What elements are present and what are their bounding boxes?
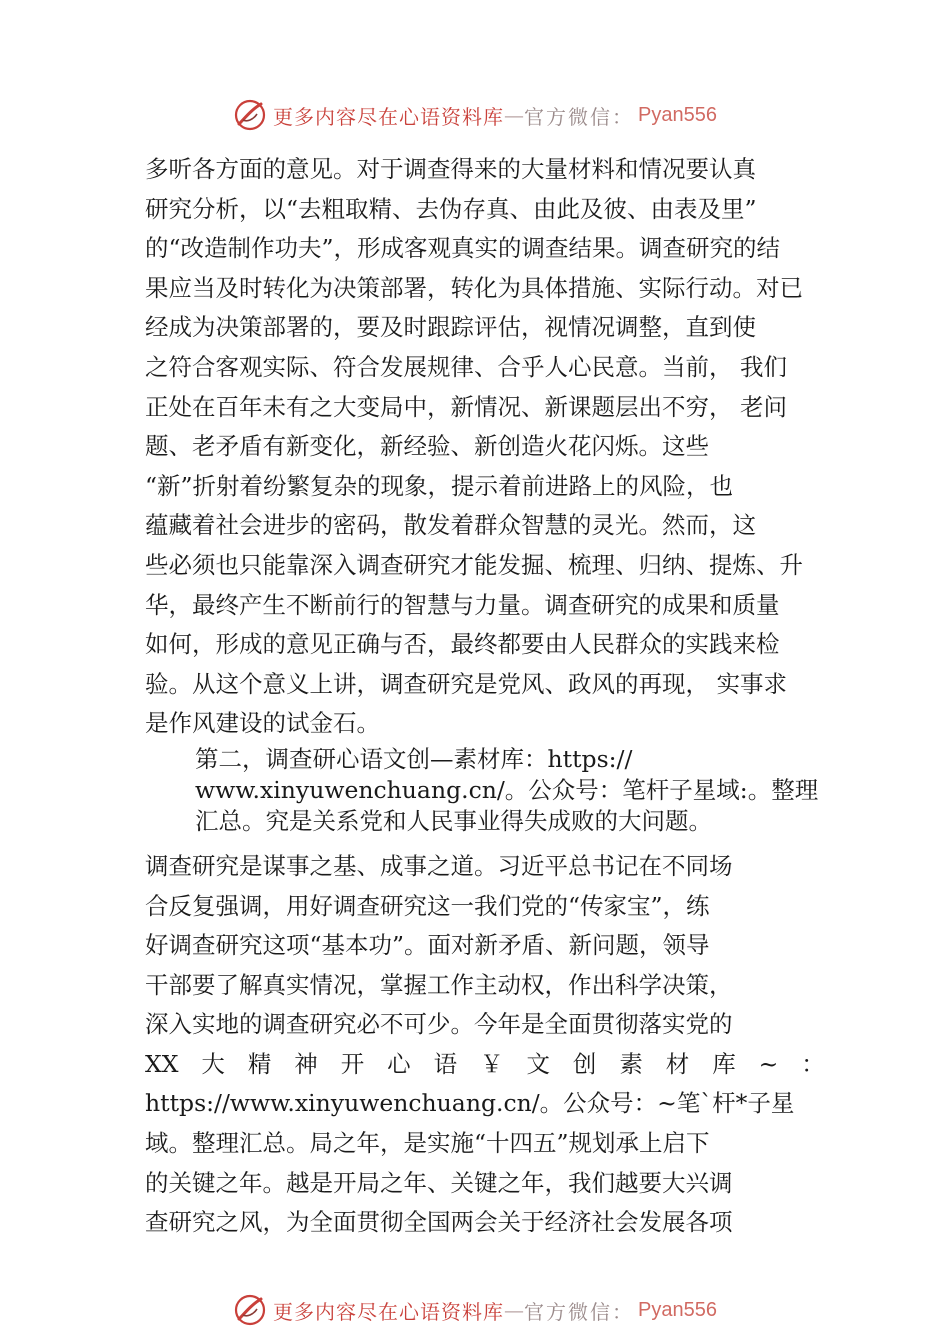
spread-token: 创 [572, 1049, 597, 1078]
footer-wechat-id: Pyan556 [638, 1298, 717, 1321]
text-line: 的关键之年。越是开局之年、关键之年，我们越要大兴调 [145, 1168, 733, 1197]
text-line: 第二，调查研心语文创—素材库：https:// [195, 744, 633, 773]
text-line: 汇总。究是关系党和人民事业得失成败的大问题。 [195, 806, 712, 835]
text-line: 域。整理汇总。局之年，是实施“十四五”规划承上启下 [145, 1129, 710, 1158]
spread-token: 神 [294, 1049, 318, 1078]
brush-logo-icon [233, 98, 267, 132]
text-line: 多听各方面的意见。对于调查得来的大量材料和情况要认真 [145, 155, 756, 183]
paragraph-3 [145, 847, 825, 1243]
footer-banner [0, 1290, 950, 1330]
text-line: 验。从这个意义上讲，调查研究是党风、政风的再现， 实事求 [145, 669, 787, 698]
spread-token: 心 [387, 1049, 411, 1078]
footer-title: 更多内容尽在心语资料库 [273, 1299, 505, 1324]
text-line: “新”折射着纷繁复杂的现象，提示着前进路上的风险，也 [145, 471, 734, 500]
paragraph-2-heading [145, 744, 825, 837]
text-line: 干部要了解真实情况，掌握工作主动权，作出科学决策， [145, 970, 733, 999]
text-line: 些必须也只能靠深入调查研究才能发掘、梳理、归纳、提炼、升 [145, 550, 803, 579]
text-line: 正处在百年未有之大变局中，新情况、新课题层出不穷， 老问 [145, 392, 787, 421]
text-line: www.xinyuwenchuang.cn/。公众号：笔杆子星域:。整理 [195, 775, 819, 804]
text-line: 调查研究是谋事之基、成事之道。习近平总书记在不同场 [145, 851, 733, 880]
text-line: 如何，形成的意见正确与否，最终都要由人民群众的实践来检 [145, 630, 780, 659]
spread-token: ~ [758, 1049, 779, 1078]
spread-token: ￥ [480, 1049, 504, 1078]
spread-token: XX [145, 1049, 179, 1078]
paragraph-1 [145, 150, 825, 744]
text-line: 蕴藏着社会进步的密码，散发着群众智慧的灵光。然而，这 [145, 511, 756, 540]
spread-token: 库 [712, 1049, 736, 1078]
text-line: 合反复强调，用好调查研究这一我们党的“传家宝”，练 [145, 891, 710, 920]
header-banner [0, 95, 950, 135]
text-line: 深入实地的调查研究必不可少。今年是全面贯彻落实党的 [145, 1010, 733, 1039]
text-line: 好调查研究这项“基本功”。面对新矛盾、新问题，领导 [145, 931, 710, 960]
spread-token: 语 [433, 1049, 458, 1078]
text-line: 之符合客观实际、符合发展规律、合乎人心民意。当前， 我们 [145, 352, 787, 381]
text-line: 是作风建设的试金石。 [145, 709, 380, 738]
text-line: 的“改造制作功夫”，形成客观真实的调查结果。调查研究的结 [145, 234, 781, 263]
text-line: 研究分析，以“去粗取精、去伪存真、由此及彼、由表及里” [145, 194, 757, 223]
text-line: https://www.xinyuwenchuang.cn/。公众号：~笔`杆*子星 [145, 1089, 795, 1118]
text-line: 果应当及时转化为决策部署，转化为具体措施、实际行动。对已 [145, 273, 803, 302]
header-wechat-label: 官方微信： [524, 104, 635, 129]
spread-line [145, 1045, 825, 1085]
spread-token: 开 [340, 1049, 365, 1078]
header-wechat-id: Pyan556 [638, 103, 717, 126]
text-line: 经成为决策部署的，要及时跟踪评估，视情况调整，直到使 [145, 313, 756, 342]
brush-logo-icon [233, 1293, 267, 1327]
spread-token: 材 [665, 1049, 690, 1078]
document-body [145, 150, 825, 1243]
text-line: 查研究之风，为全面贯彻全国两会关于经济社会发展各项 [145, 1208, 733, 1237]
spread-token: ： [801, 1049, 825, 1078]
header-separator: — [504, 103, 525, 127]
footer-wechat-label: 官方微信： [524, 1299, 635, 1324]
text-line: 题、老矛盾有新变化，新经验、新创造火花闪烁。这些 [145, 432, 709, 461]
spread-token: 文 [526, 1049, 550, 1078]
spread-token: 大 [201, 1049, 225, 1078]
header-title: 更多内容尽在心语资料库 [273, 104, 505, 129]
footer-separator: — [504, 1298, 525, 1322]
text-line: 华，最终产生不断前行的智慧与力量。调查研究的成果和质量 [145, 590, 780, 619]
spread-token: 精 [247, 1049, 272, 1078]
spread-token: 素 [619, 1049, 643, 1078]
